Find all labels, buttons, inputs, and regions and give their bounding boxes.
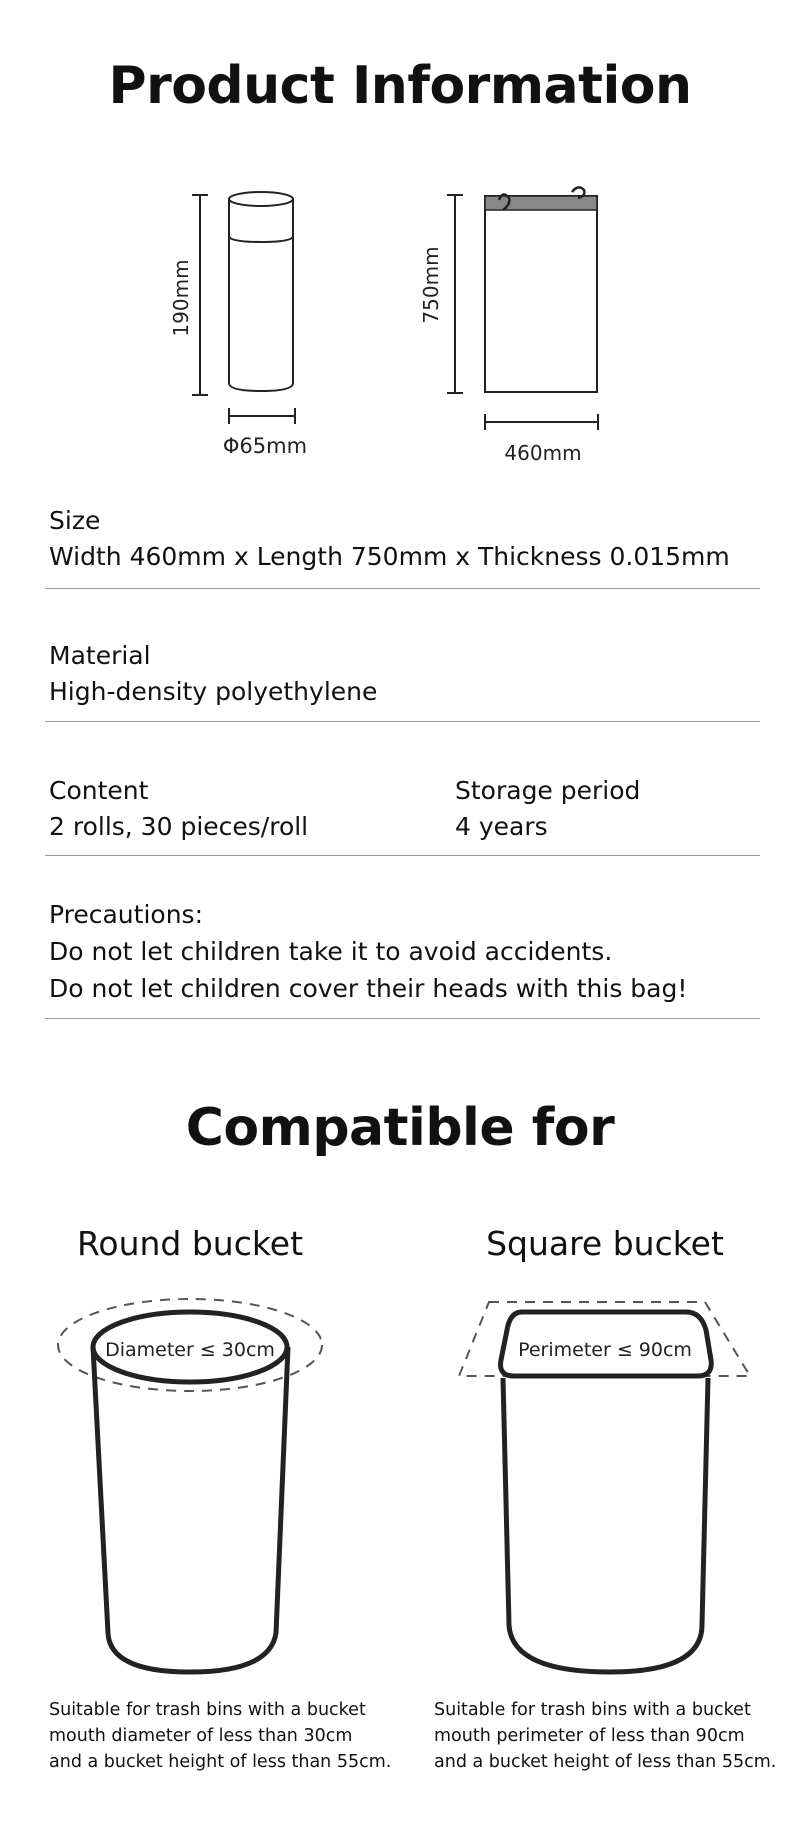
product-info-title: Product Information [108, 56, 692, 116]
precaution-line: Do not let children take it to avoid accidents. [49, 937, 613, 966]
storage-period-label: Storage period [455, 776, 641, 805]
precautions-label: Precautions: [49, 900, 203, 929]
round-mouth-label: Diameter ≤ 30cm [105, 1339, 275, 1361]
divider [45, 588, 760, 589]
bag-width-dimension [485, 414, 598, 430]
bag-width-label: 460mm [504, 441, 582, 465]
square-description-line: and a bucket height of less than 55cm. [434, 1752, 777, 1772]
material-value: High-density polyethylene [49, 677, 378, 706]
divider [45, 855, 760, 856]
content-label: Content [49, 776, 149, 805]
divider [45, 1018, 760, 1019]
content-value: 2 rolls, 30 pieces/roll [49, 812, 309, 841]
material-label: Material [49, 641, 151, 670]
roll-height-label: 190mm [169, 259, 193, 337]
roll-diameter-label: Φ65mm [222, 434, 308, 458]
bag-roll-illustration [229, 192, 293, 391]
bag-length-dimension [447, 195, 463, 393]
round-bucket-title: Round bucket [76, 1224, 304, 1263]
product-dimension-diagram [0, 0, 800, 480]
bag-length-label: 750mm [419, 246, 443, 324]
square-description-line: mouth perimeter of less than 90cm [434, 1726, 745, 1746]
square-mouth-label: Perimeter ≤ 90cm [518, 1339, 692, 1361]
round-description-line: Suitable for trash bins with a bucket [49, 1700, 366, 1720]
roll-height-dimension [192, 195, 208, 395]
square-bucket-title: Square bucket [486, 1224, 724, 1263]
square-description-line: Suitable for trash bins with a bucket [434, 1700, 751, 1720]
size-label: Size [49, 506, 101, 535]
roll-diameter-dimension [229, 408, 295, 424]
compatible-title: Compatible for [185, 1098, 615, 1158]
precaution-line: Do not let children cover their heads with this bag! [49, 974, 688, 1003]
round-description-line: mouth diameter of less than 30cm [49, 1726, 353, 1746]
size-value: Width 460mm x Length 750mm x Thickness 0.015mm [49, 542, 730, 571]
divider [45, 721, 760, 722]
bucket-diagrams [0, 1280, 800, 1690]
round-description-line: and a bucket height of less than 55cm. [49, 1752, 392, 1772]
flat-bag-illustration [485, 187, 597, 392]
storage-period-value: 4 years [455, 812, 548, 841]
